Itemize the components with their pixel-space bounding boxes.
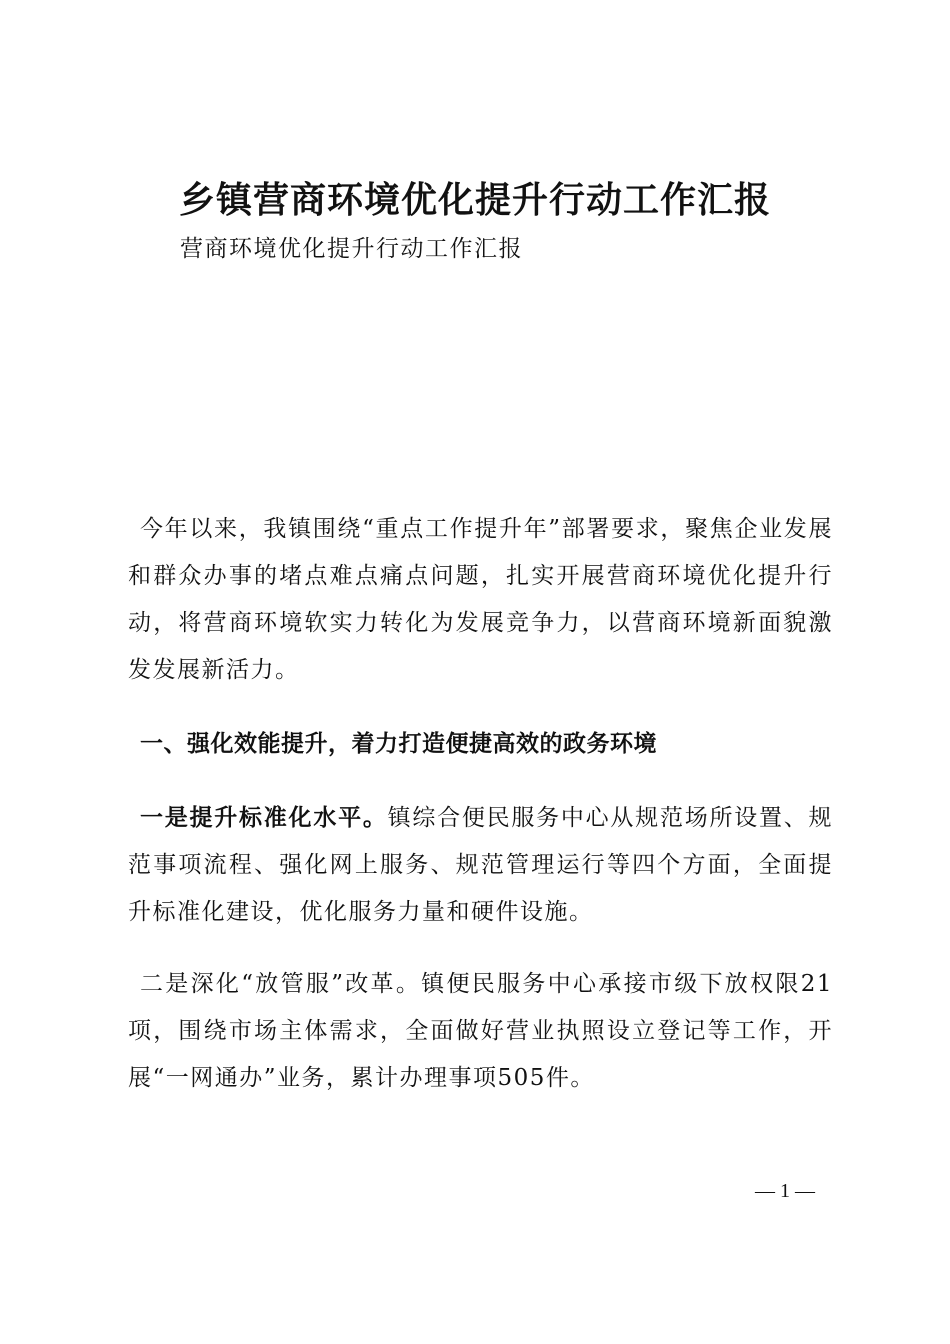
item-1-lead: 一是提升标准化水平。 xyxy=(140,805,388,831)
item-paragraph-2: 二是深化“放管服”改革。镇便民服务中心承接市级下放权限21项，围绕市场主体需求，全面做好营业执照设立登记等工作，开展“一网通办”业务，累计办理事项505件。 xyxy=(128,971,833,1091)
section-heading: 一、强化效能提升，着力打造便捷高效的政务环境 xyxy=(140,731,657,757)
document-subtitle: 营商环境优化提升行动工作汇报 xyxy=(180,236,523,262)
item-paragraph-1 xyxy=(128,795,833,936)
document-title: 乡镇营商环境优化提升行动工作汇报 xyxy=(178,179,771,221)
item-1-text: 镇综合便民服务中心从规范场所设置、规范事项流程、强化网上服务、规范管理运行等四个方面，全面提升标准化建设，优化服务力量和硬件设施。 xyxy=(128,805,834,925)
intro-paragraph: 今年以来，我镇围绕“重点工作提升年”部署要求，聚焦企业发展和群众办事的堵点难点痛点问题，扎实开展营商环境优化提升行动，将营商环境软实力转化为发展竞争力，以营商环境新面貌激发发展新活力。 xyxy=(128,516,833,683)
page-number: — 1 — xyxy=(755,1180,815,1202)
